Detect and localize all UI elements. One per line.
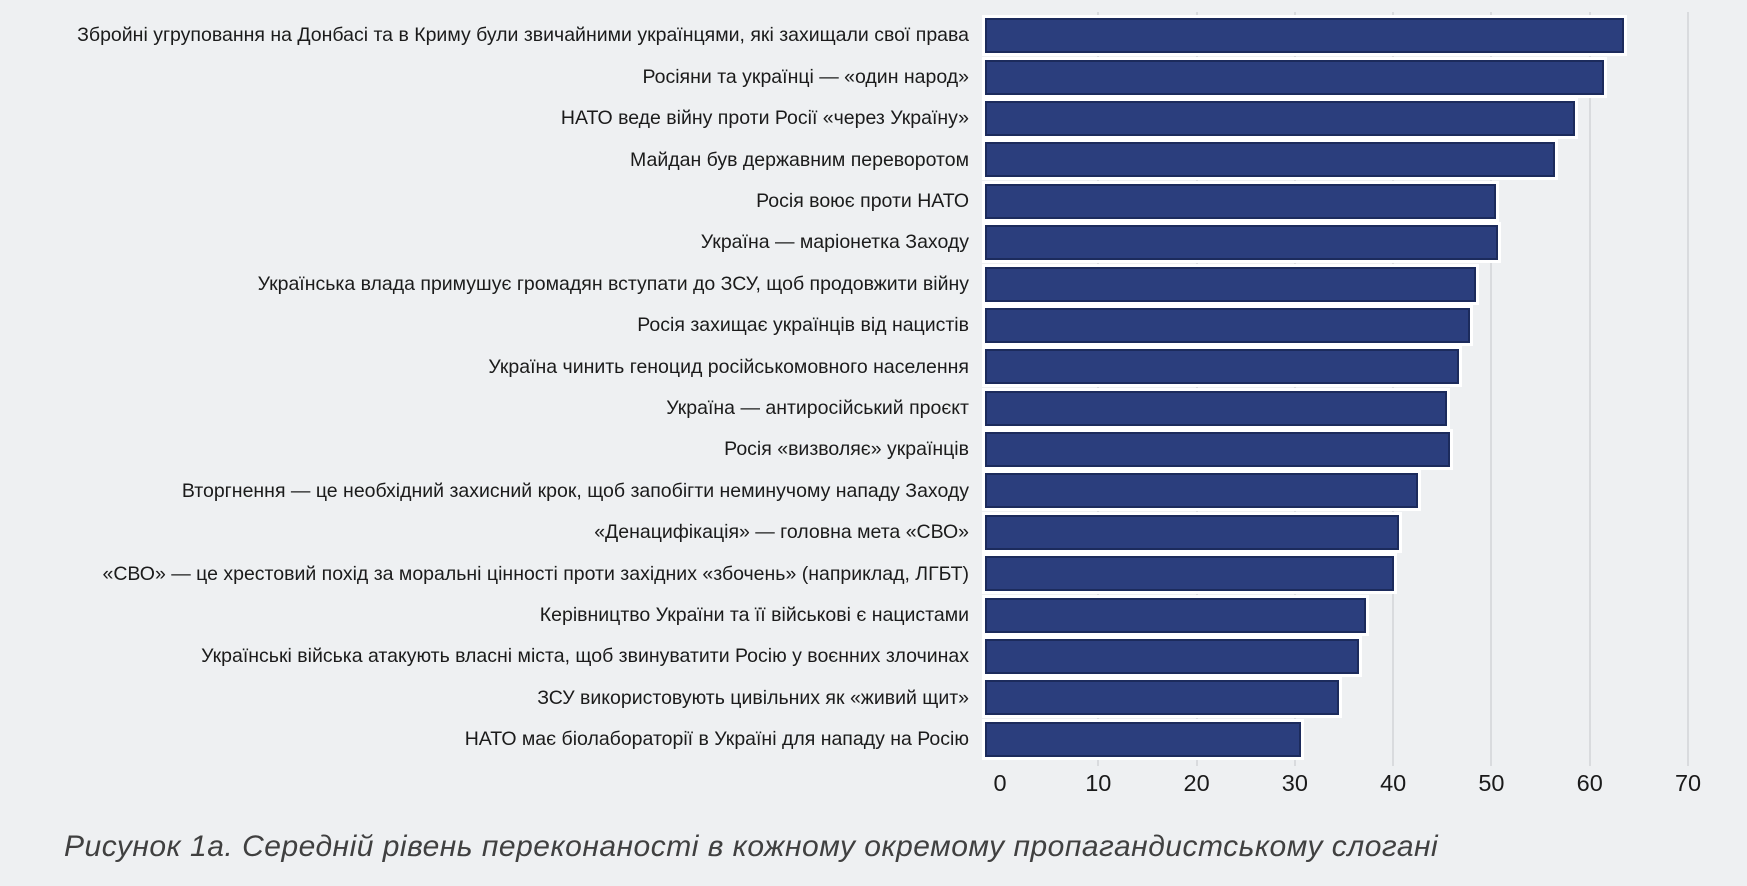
bar xyxy=(985,598,1366,633)
bar xyxy=(985,722,1301,757)
bar-zone xyxy=(985,677,1747,718)
bar-zone xyxy=(985,56,1747,97)
chart-row xyxy=(0,222,1747,263)
bar xyxy=(985,101,1575,136)
chart-row xyxy=(0,719,1747,760)
chart-row xyxy=(0,15,1747,56)
bar-zone xyxy=(985,263,1747,304)
bar xyxy=(985,184,1496,219)
bar-zone xyxy=(985,553,1747,594)
chart-row xyxy=(0,346,1747,387)
bar-zone xyxy=(985,181,1747,222)
bar-zone xyxy=(985,512,1747,553)
category-label: «СВО» — це хрестовий похід за моральні цінності проти західних «збочень» (наприклад, ЛГБТ) xyxy=(102,562,969,585)
bar xyxy=(985,267,1476,302)
bar xyxy=(985,142,1555,177)
category-label: НАТО має біолабораторії в Україні для нападу на Росію xyxy=(464,728,969,751)
bar-zone xyxy=(985,139,1747,180)
bar xyxy=(985,349,1459,384)
category-label: Росія воює проти НАТО xyxy=(756,190,969,213)
bar xyxy=(985,432,1450,467)
bar xyxy=(985,473,1418,508)
bar-zone xyxy=(985,346,1747,387)
chart-row xyxy=(0,429,1747,470)
category-label: Україна чинить геноцид російськомовного населення xyxy=(488,355,969,378)
bar xyxy=(985,639,1359,674)
chart-row xyxy=(0,594,1747,635)
bar-zone xyxy=(985,305,1747,346)
x-axis xyxy=(0,770,1747,804)
category-label: Росіяни та українці — «один народ» xyxy=(642,65,969,88)
bar xyxy=(985,391,1447,426)
figure-caption: Рисунок 1а. Середній рівень переконаності в кожному окремому пропагандистському слогані xyxy=(64,830,1439,864)
bar-zone xyxy=(985,594,1747,635)
chart-row xyxy=(0,56,1747,97)
chart-row xyxy=(0,263,1747,304)
x-tick-0: 0 xyxy=(993,770,1007,797)
chart-row xyxy=(0,388,1747,429)
category-label: Росія «визволяє» українців xyxy=(724,438,969,461)
category-label: Українські війська атакують власні міста, щоб звинуватити Росію у воєнних злочинах xyxy=(201,645,969,668)
category-label: ЗСУ використовують цивільних як «живий щит» xyxy=(537,686,969,709)
bar-zone xyxy=(985,222,1747,263)
bar xyxy=(985,515,1399,550)
bar xyxy=(985,225,1498,260)
chart-row xyxy=(0,181,1747,222)
bar-zone xyxy=(985,15,1747,56)
x-tick-10: 10 xyxy=(1085,770,1112,797)
chart-row xyxy=(0,512,1747,553)
category-label: Україна — антиросійський проєкт xyxy=(666,396,969,419)
x-tick-70: 70 xyxy=(1674,770,1702,797)
chart-row xyxy=(0,139,1747,180)
x-tick-60: 60 xyxy=(1576,770,1603,797)
x-tick-20: 20 xyxy=(1183,770,1210,797)
bar-zone xyxy=(985,719,1747,760)
category-label: «Денацифікація» — головна мета «СВО» xyxy=(594,521,969,544)
category-label: Україна — маріонетка Заходу xyxy=(700,231,969,254)
category-label: Збройні угруповання на Донбасі та в Криму були звичайними українцями, які захищали свої права xyxy=(77,24,969,47)
bar xyxy=(985,680,1339,715)
x-tick-30: 30 xyxy=(1281,770,1308,797)
category-label: НАТО веде війну проти Росії «через Україну» xyxy=(560,107,969,130)
bar-zone xyxy=(985,429,1747,470)
category-label: Вторгнення — це необхідний захисний крок, щоб запобігти неминучому нападу Заходу xyxy=(181,479,969,502)
category-label: Росія захищає українців від нацистів xyxy=(637,314,969,337)
chart-row xyxy=(0,636,1747,677)
chart-row xyxy=(0,553,1747,594)
bar-zone xyxy=(985,388,1747,429)
bar xyxy=(985,18,1624,53)
x-tick-50: 50 xyxy=(1478,770,1505,797)
bar xyxy=(985,60,1604,95)
category-label: Керівництво України та її військові є нацистами xyxy=(539,603,969,626)
bar-zone xyxy=(985,470,1747,511)
bar-zone xyxy=(985,98,1747,139)
chart-row xyxy=(0,470,1747,511)
chart-row xyxy=(0,98,1747,139)
bar-zone xyxy=(985,636,1747,677)
category-label: Українська влада примушує громадян вступати до ЗСУ, щоб продовжити війну xyxy=(257,272,969,295)
x-tick-40: 40 xyxy=(1380,770,1407,797)
bar xyxy=(985,308,1470,343)
bar xyxy=(985,556,1394,591)
category-label: Майдан був державним переворотом xyxy=(630,148,969,171)
chart-row xyxy=(0,677,1747,718)
bar-rows xyxy=(0,15,1747,760)
chart-row xyxy=(0,305,1747,346)
